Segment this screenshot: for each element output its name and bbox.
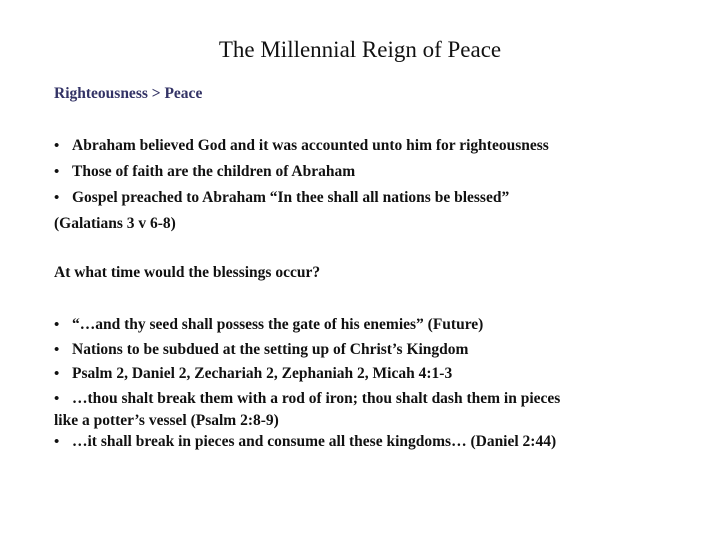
list-item <box>54 338 674 363</box>
bullet-icon: • <box>54 366 60 382</box>
list-item <box>54 133 674 159</box>
bullet-icon: • <box>54 434 60 450</box>
bullet-icon: • <box>54 341 60 358</box>
abraham-bullet-list <box>54 133 674 237</box>
slide-title: The Millennial Reign of Peace <box>218 37 502 62</box>
bullet-continuation: like a potter’s vessel (Psalm 2:8-9) <box>54 412 279 429</box>
bullet-text: …thou shalt break them with a rod of iron; thou shalt dash them in pieces <box>72 389 561 407</box>
bullet-text: “…and thy seed shall possess the gate of his enemies” (Future) <box>72 316 484 333</box>
list-item <box>54 387 674 431</box>
list-item <box>54 362 674 387</box>
scripture-reference: (Galatians 3 v 6-8) <box>54 215 176 232</box>
bullet-text: Psalm 2, Daniel 2, Zechariah 2, Zephaniah 2, Micah 4:1-3 <box>72 365 453 382</box>
bullet-text: Abraham believed God and it was accounted unto him for righteousness <box>72 137 549 154</box>
bullet-text: Nations to be subdued at the setting up of Christ’s Kingdom <box>72 340 469 358</box>
list-item <box>54 185 674 211</box>
bullet-icon: • <box>54 164 60 180</box>
list-item <box>54 313 674 338</box>
bullet-text: Gospel preached to Abraham “In thee shall all nations be blessed” <box>72 189 510 206</box>
bullet-icon: • <box>54 138 60 154</box>
bullet-text: Those of faith are the children of Abraham <box>72 163 356 180</box>
bullet-icon: • <box>54 390 60 407</box>
bullet-text: …it shall break in pieces and consume all these kingdoms… (Daniel 2:44) <box>72 433 557 450</box>
slide-subtitle: Righteousness > Peace <box>54 85 203 102</box>
list-item <box>54 430 674 455</box>
list-item <box>54 211 674 237</box>
bullet-icon: • <box>54 317 60 333</box>
question-heading: At what time would the blessings occur? <box>54 264 321 281</box>
bullet-icon: • <box>54 190 60 206</box>
blessings-bullet-list <box>54 313 674 455</box>
list-item <box>54 159 674 185</box>
